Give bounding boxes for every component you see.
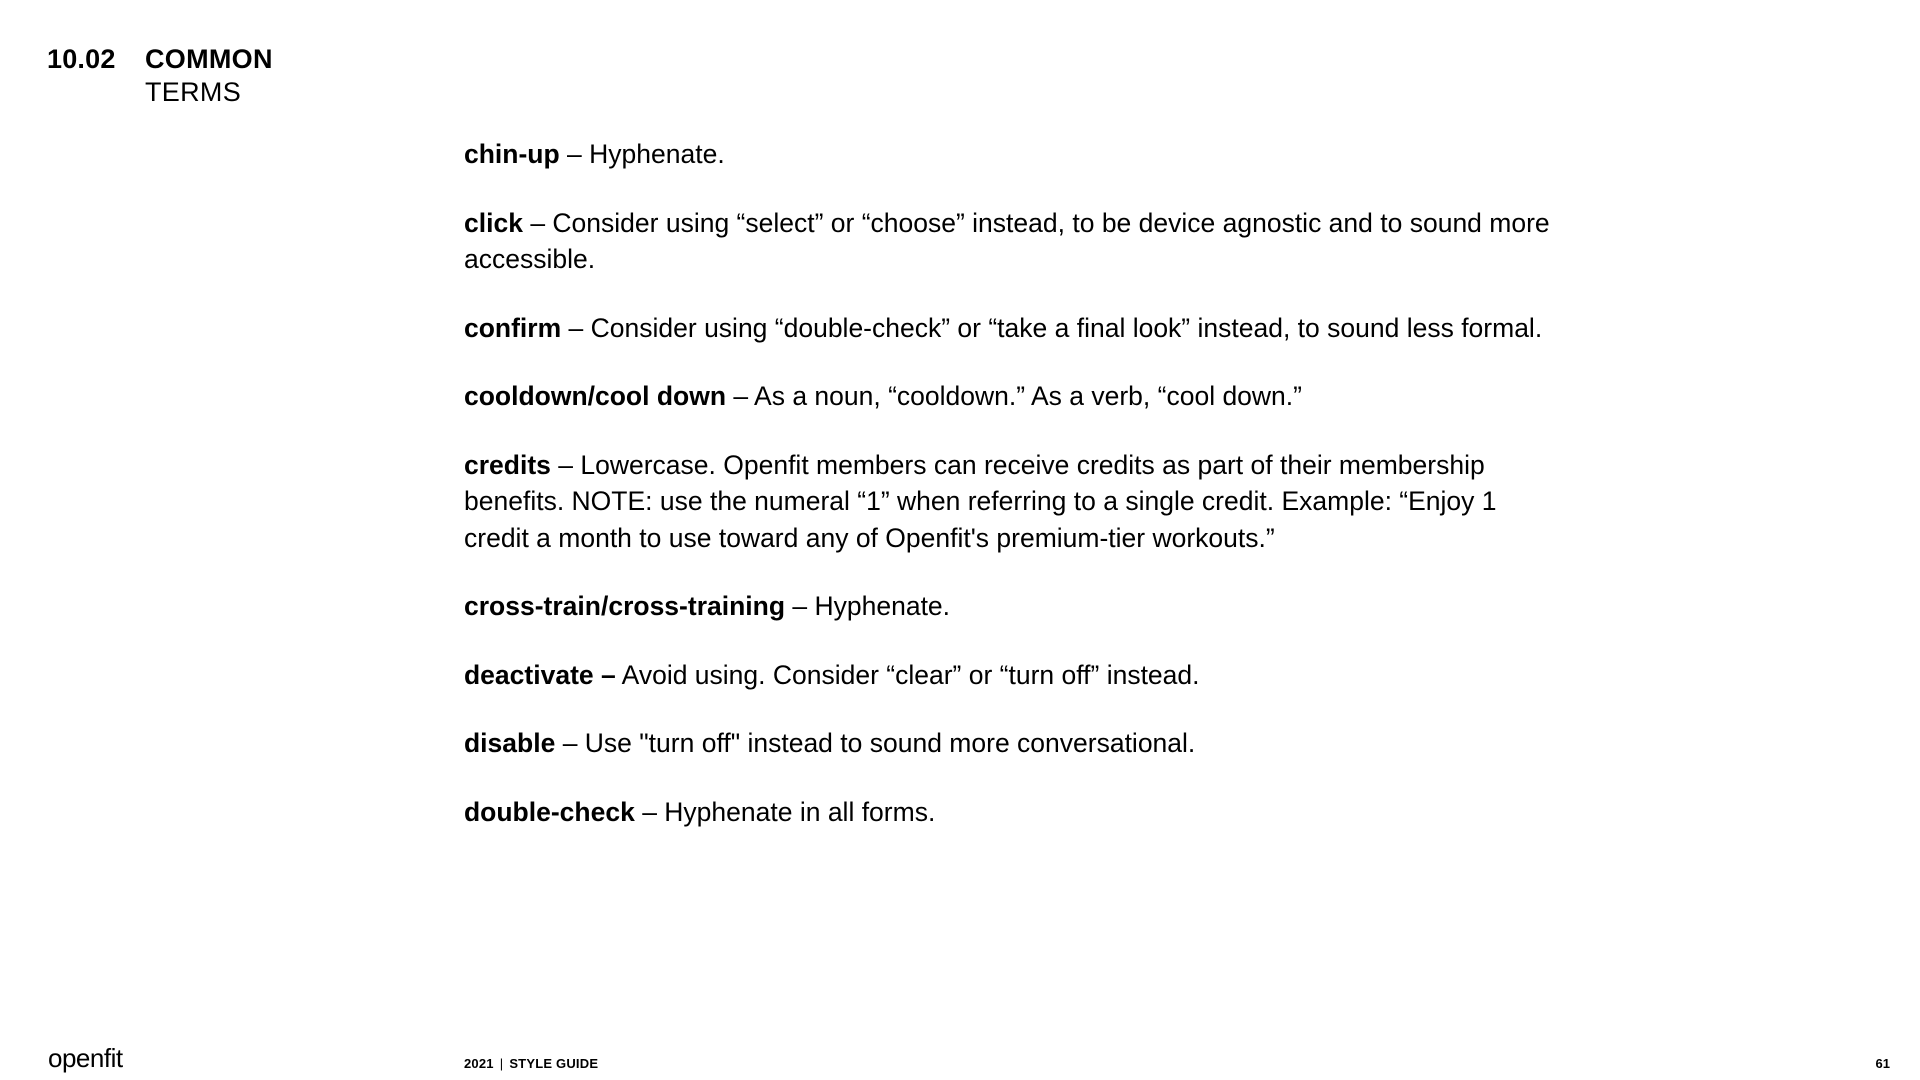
terms-list [464,136,1554,862]
term-name: cross-train/cross-training [464,591,786,621]
term-name: cooldown/cool down [464,381,727,411]
term-name: disable [464,728,556,758]
term-disable [464,725,1554,762]
footer-year: 2021 [464,1056,494,1071]
term-description: – Hyphenate. [785,591,951,621]
term-description: – Consider using “select” or “choose” instead, to be device agnostic and to sound more accessible. [464,207,1550,274]
term-credits [464,447,1554,557]
section-title-line2: TERMS [145,77,241,107]
term-description: – As a noun, “cooldown.” As a verb, “cool down.” [726,381,1302,411]
section-title-line1: COMMON [145,44,273,74]
footer-label [464,1056,598,1072]
term-description: – Hyphenate in all forms. [634,796,936,827]
term-name: click [464,207,523,238]
term-description: – Lowercase. Openfit members can receive credits as part of their membership benefits. NOTE: use the numeral “1” when referring to a single credit. Example: “Enjoy 1 credit a month to use toward any of Openfit's premium-tier workouts.” [464,449,1497,553]
term-description: – Use "turn off" instead to sound more conversational. [555,728,1196,758]
term-deactivate [464,657,1554,694]
section-number: 10.02 [47,44,116,74]
footer-guide-label: STYLE GUIDE [509,1056,599,1071]
term-name: double-check [464,796,635,827]
openfit-logo: openfit [48,1043,123,1073]
term-confirm [464,310,1554,347]
term-name: confirm [464,312,562,343]
term-name: chin-up [464,139,560,169]
term-double-check [464,794,1554,831]
term-description: Avoid using. Consider “clear” or “turn off” instead. [615,659,1200,690]
term-cross-train [464,588,1554,625]
term-description: – Hyphenate. [559,139,725,169]
term-name: credits [464,449,551,480]
term-name: deactivate – [464,659,616,690]
term-description: – Consider using “double-check” or “take a final look” instead, to sound less formal. [561,312,1543,343]
section-title [145,43,273,109]
page-number: 61 [1875,1056,1890,1071]
term-chin-up [464,136,1554,173]
footer-separator: | [499,1056,504,1071]
term-cooldown [464,378,1554,415]
term-click [464,205,1554,278]
